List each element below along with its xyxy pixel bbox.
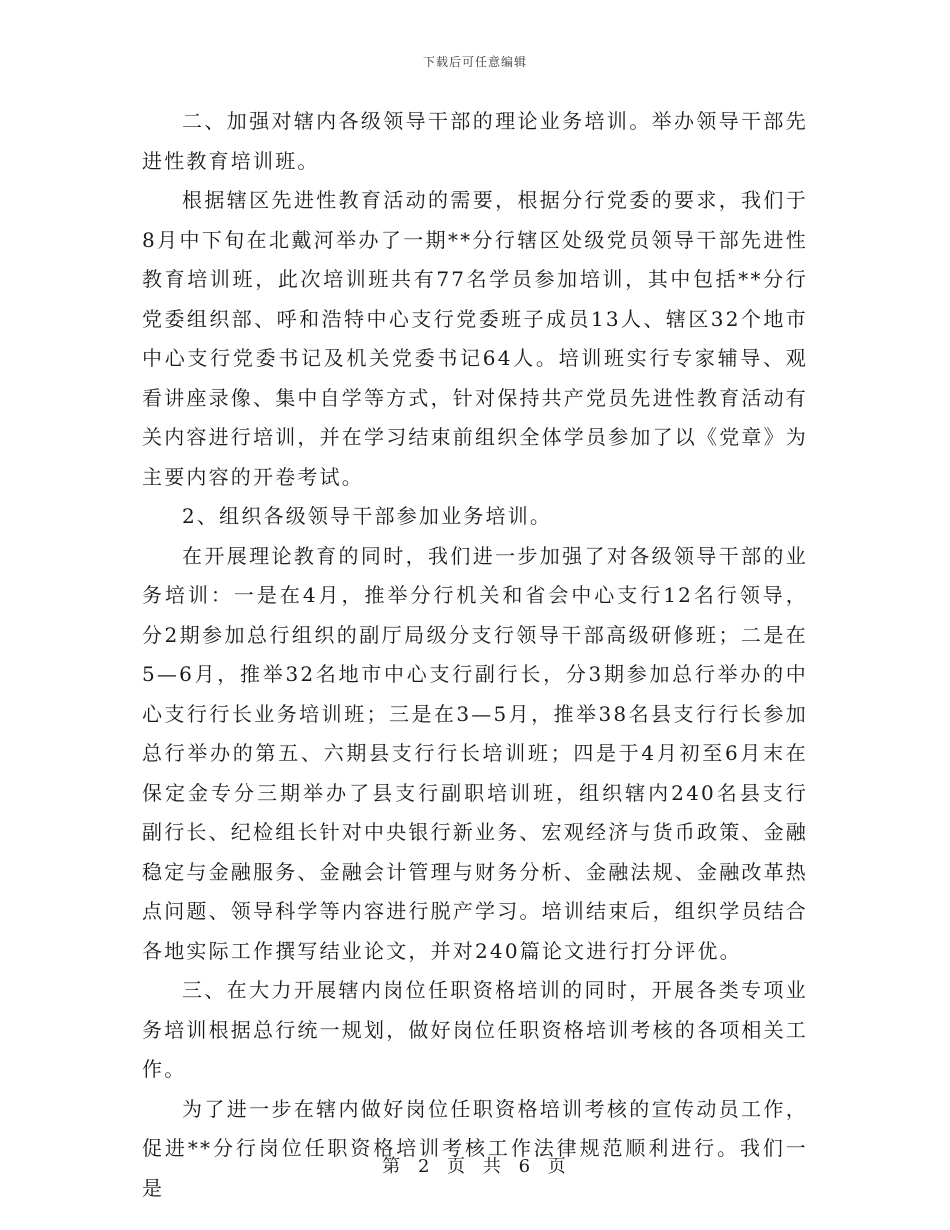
paragraph-section-two-heading: 二、加强对辖内各级领导干部的理论业务培训。举办领导干部先进性教育培训班。 [142, 109, 808, 173]
page-footer [0, 1152, 950, 1178]
paragraph-section-three-heading: 三、在大力开展辖内岗位任职资格培训的同时，开展各类专项业务培训根据总行统一规划，做好岗位任职资格培训考核的各项相关工作。 [142, 978, 808, 1081]
paragraph-qualification-training: 为了进一步在辖内做好岗位任职资格培训考核的宣传动员工作，促进**分行岗位任职资格培训考核工作法律规范顺利进行。我们一是 [142, 1096, 808, 1200]
page-header-note: 下载后可任意编辑 [422, 55, 527, 69]
paragraph-training-class: 根据辖区先进性教育活动的需要，根据分行党委的要求，我们于8月中下旬在北戴河举办了一期**分行辖区处级党员领导干部先进性教育培训班，此次培训班共有77名学员参加培训，其中包括**分行党委组织部、呼和浩特中心支行党委班子成员13人、辖区32个地市中心支行党委书记及机关党委书记64人。培训班实行专家辅导、观看讲座录像、集中自学等方式，针对保持共产党员先进性教育活动有关内容进行培训，并在学习结束前组织全体学员参加了以《党章》为主要内容的开卷考试。 [142, 188, 808, 489]
footer-total-word: 共 [482, 1156, 503, 1177]
paragraph-item-two-heading: 2、组织各级领导干部参加业务培训。 [182, 504, 553, 528]
footer-suffix: 页 [547, 1156, 568, 1177]
footer-total-pages: 6 [518, 1156, 533, 1177]
paragraph-business-training: 在开展理论教育的同时，我们进一步加强了对各级领导干部的业务培训：一是在4月，推举分行机关和省会中心支行12名行领导，分2期参加总行组织的副厅局级分支行领导干部高级研修班；二是在5—6月，推举32名地市中心支行副行长，分3期参加总行举办的中心支行行长业务培训班；三是在3—5月，推举38名县支行行长参加总行举办的第五、六期县支行行长培训班；四是于4月初至6月末在保定金专分三期举办了县支行副职培训班，组织辖内240名县支行副行长、纪检组长针对中央银行新业务、宏观经济与货币政策、金融稳定与金融服务、金融会计管理与财务分析、金融法规、金融改革热点问题、领导科学等内容进行脱产学习。培训结束后，组织学员结合各地实际工作撰写结业论文，并对240篇论文进行打分评优。 [142, 543, 808, 963]
document-body [142, 102, 808, 1208]
footer-prefix: 第 [382, 1156, 403, 1177]
footer-page-word: 页 [447, 1156, 468, 1177]
footer-current-page: 2 [417, 1156, 432, 1177]
